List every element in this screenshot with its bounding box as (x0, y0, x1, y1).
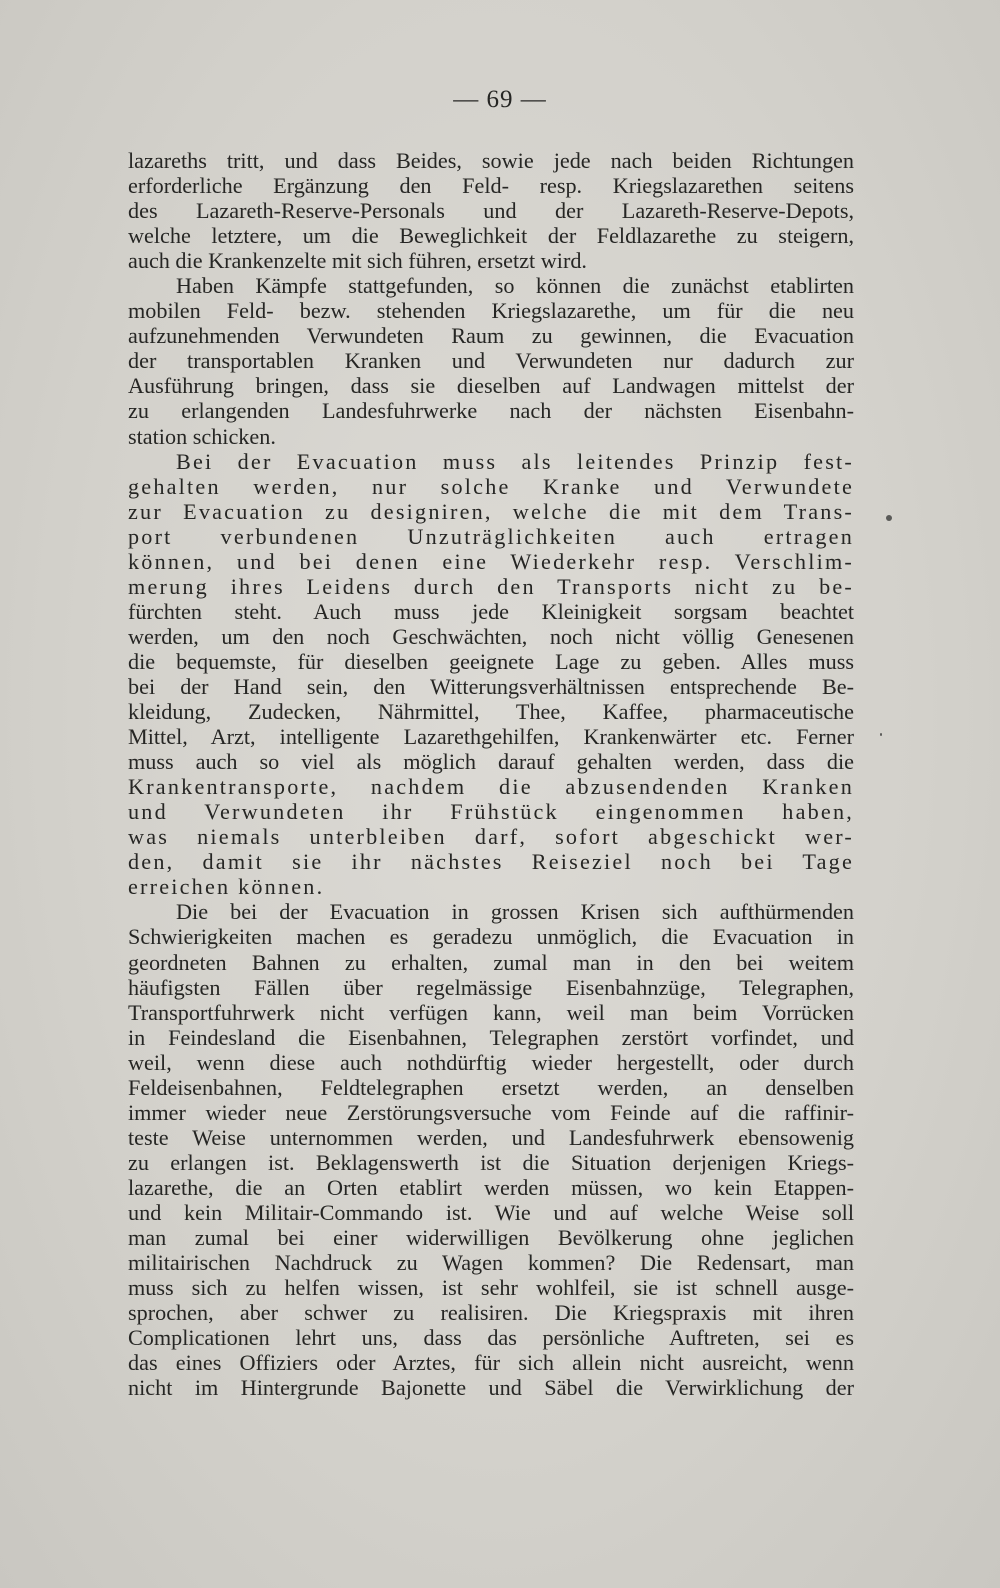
text-line: Die bei der Evacuation in grossen Krisen sich aufthürmenden (176, 899, 854, 925)
text-line: kleidung, Zudecken, Nährmittel, Thee, Kaffee, pharmaceutische (128, 699, 854, 725)
text-line: die bequemste, für dieselben geeignete Lage zu geben. Alles muss (128, 648, 854, 674)
text-line: sprochen, aber schwer zu realisiren. Die Kriegspraxis mit ihren (128, 1300, 854, 1326)
text-line: des Lazareth-Reserve-Personals und der Lazareth-Reserve-Depots, (128, 198, 854, 224)
text-line: erforderliche Ergänzung den Feld- resp. Kriegslazarethen seitens (128, 173, 854, 199)
text-line: fürchten steht. Auch muss jede Kleinigkeit sorgsam beachtet (128, 598, 854, 624)
text-line: in Feindesland die Eisenbahnen, Telegraphen zerstört vorfindet, und (128, 1024, 854, 1050)
text-line: weil, wenn diese auch nothdürftig wieder hergestellt, oder durch (128, 1049, 854, 1075)
text-line: gehalten werden, nur solche Kranke und Verwundete (128, 473, 854, 499)
text-line: Schwierigkeiten machen es geradezu unmöglich, die Evacuation in (128, 924, 854, 950)
text-line: Krankentransporte, nachdem die abzusendenden Kranken (128, 774, 854, 800)
text-line: Mittel, Arzt, intelligente Lazarethgehilfen, Krankenwärter etc. Ferner (128, 724, 854, 750)
text-line: geordneten Bahnen zu erhalten, zumal man in den bei weitem (128, 949, 854, 975)
body-text (128, 148, 854, 1400)
text-line: auch die Krankenzelte mit sich führen, ersetzt wird. (128, 248, 587, 274)
ink-speck (886, 515, 892, 521)
text-line: immer wieder neue Zerstörungsversuche vom Feinde auf die raffinir- (128, 1099, 854, 1125)
text-line: lazareths tritt, und dass Beides, sowie jede nach beiden Richtungen (128, 148, 854, 173)
text-line: häufigsten Fällen über regelmässige Eisenbahnzüge, Telegraphen, (128, 974, 854, 1000)
text-line: mobilen Feld- bezw. stehenden Kriegslazarethe, um für die neu (128, 298, 854, 324)
text-line: und Verwundeten ihr Frühstück eingenommen haben, (128, 799, 854, 825)
text-line: man zumal bei einer widerwilligen Bevölkerung ohne jeglichen (128, 1225, 854, 1251)
text-line: und kein Militair-Commando ist. Wie und auf welche Weise soll (128, 1199, 854, 1225)
text-line: zu erlangen ist. Beklagenswerth ist die Situation derjenigen Kriegs- (128, 1149, 854, 1175)
text-line: Bei der Evacuation muss als leitendes Prinzip fest- (176, 448, 854, 474)
text-line: Transportfuhrwerk nicht verfügen kann, weil man beim Vorrücken (128, 999, 854, 1025)
text-line: station schicken. (128, 423, 276, 449)
text-line: aufzunehmenden Verwundeten Raum zu gewinnen, die Evacuation (128, 323, 854, 349)
text-line: was niemals unterbleiben darf, sofort abgeschickt wer- (128, 824, 854, 850)
text-line: das eines Offiziers oder Arztes, für sich allein nicht ausreicht, wenn (128, 1350, 854, 1376)
ink-speck (880, 733, 882, 736)
text-line: bei der Hand sein, den Witterungsverhältnissen entsprechende Be- (128, 673, 854, 699)
text-line: den, damit sie ihr nächstes Reiseziel noch bei Tage (128, 849, 854, 875)
text-line: teste Weise unternommen werden, und Landesfuhrwerk ebensowenig (128, 1124, 854, 1150)
text-line: muss auch so viel als möglich darauf gehalten werden, dass die (128, 749, 854, 775)
text-line: der transportablen Kranken und Verwundeten nur dadurch zur (128, 348, 854, 374)
text-line: Haben Kämpfe stattgefunden, so können die zunächst etablirten (176, 273, 854, 299)
text-line: Complicationen lehrt uns, dass das persönliche Auftreten, sei es (128, 1325, 854, 1351)
text-line: zur Evacuation zu designiren, welche die mit dem Trans- (128, 498, 854, 524)
text-line: muss sich zu helfen wissen, ist sehr wohlfeil, sie ist schnell ausge- (128, 1275, 854, 1301)
text-line: zu erlangenden Landesfuhrwerke nach der nächsten Eisenbahn- (128, 398, 854, 424)
text-line: port verbundenen Unzuträglichkeiten auch ertragen (128, 523, 854, 549)
text-line: militairischen Nachdruck zu Wagen kommen? Die Redensart, man (128, 1250, 854, 1276)
text-line: Ausführung bringen, dass sie dieselben auf Landwagen mittelst der (128, 373, 854, 399)
text-line: können, und bei denen eine Wiederkehr resp. Verschlim- (128, 548, 854, 574)
text-line: merung ihres Leidens durch den Transports nicht zu be- (128, 573, 854, 599)
text-line: welche letztere, um die Beweglichkeit der Feldlazarethe zu steigern, (128, 223, 854, 249)
text-line: lazarethe, die an Orten etablirt werden müssen, wo kein Etappen- (128, 1174, 854, 1200)
text-line: nicht im Hintergrunde Bajonette und Säbel die Verwirklichung der (128, 1375, 854, 1401)
text-line: Feldeisenbahnen, Feldtelegraphen ersetzt werden, an denselben (128, 1074, 854, 1100)
text-line: erreichen können. (128, 874, 325, 900)
text-line: werden, um den noch Geschwächten, noch nicht völlig Genesenen (128, 623, 854, 649)
page-number: — 69 — (453, 86, 547, 113)
